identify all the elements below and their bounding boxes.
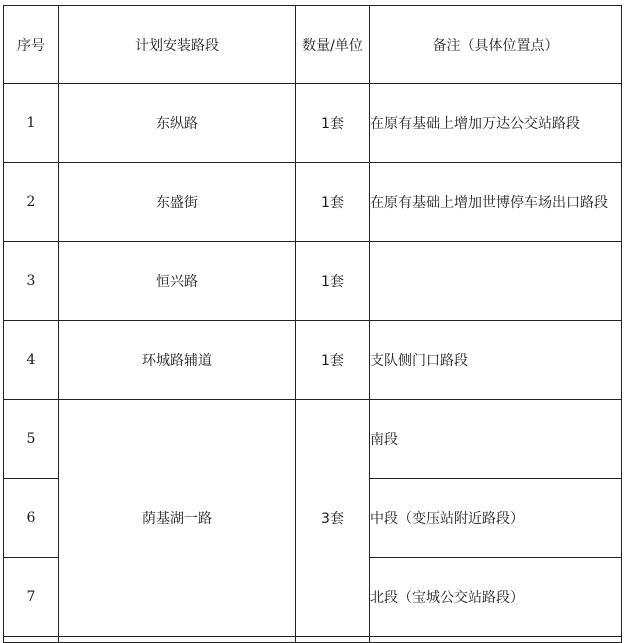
row-road: 环城路辅道 — [59, 321, 296, 400]
table-row — [4, 242, 622, 321]
row-road: 恒兴路 — [59, 242, 296, 321]
row-no: 7 — [4, 558, 59, 637]
row-road: 东盛街 — [59, 163, 296, 242]
row-note — [370, 242, 622, 321]
row-road: 东纵路 — [59, 84, 296, 163]
table-row — [4, 400, 622, 479]
row-qty: 1套 — [296, 242, 370, 321]
row-qty-merged: 3套 — [296, 400, 370, 637]
row-note: 支队侧门口路段 — [370, 321, 622, 400]
row-no: 4 — [4, 321, 59, 400]
row-road-merged: 荫基湖一路 — [59, 400, 296, 637]
row-no: 1 — [4, 84, 59, 163]
row-note: 中段（变压站附近路段） — [370, 479, 622, 558]
table-row — [4, 84, 622, 163]
header-no: 序号 — [4, 6, 59, 84]
installation-plan-table — [3, 5, 622, 643]
row-note: 在原有基础上增加万达公交站路段 — [370, 84, 622, 163]
row-note: 南段 — [370, 400, 622, 479]
row-qty: 1套 — [296, 84, 370, 163]
row-no: 3 — [4, 242, 59, 321]
row-qty: 1套 — [296, 163, 370, 242]
header-qty: 数量/单位 — [296, 6, 370, 84]
row-no: 6 — [4, 479, 59, 558]
header-note: 备注（具体位置点） — [370, 6, 622, 84]
row-note: 北段（宝城公交站路段） — [370, 558, 622, 637]
row-note: 在原有基础上增加世博停车场出口路段 — [370, 163, 622, 242]
header-road: 计划安装路段 — [59, 6, 296, 84]
table-row — [4, 321, 622, 400]
table-row — [4, 163, 622, 242]
row-no: 5 — [4, 400, 59, 479]
row-no: 2 — [4, 163, 59, 242]
row-qty: 1套 — [296, 321, 370, 400]
header-row — [4, 6, 622, 84]
